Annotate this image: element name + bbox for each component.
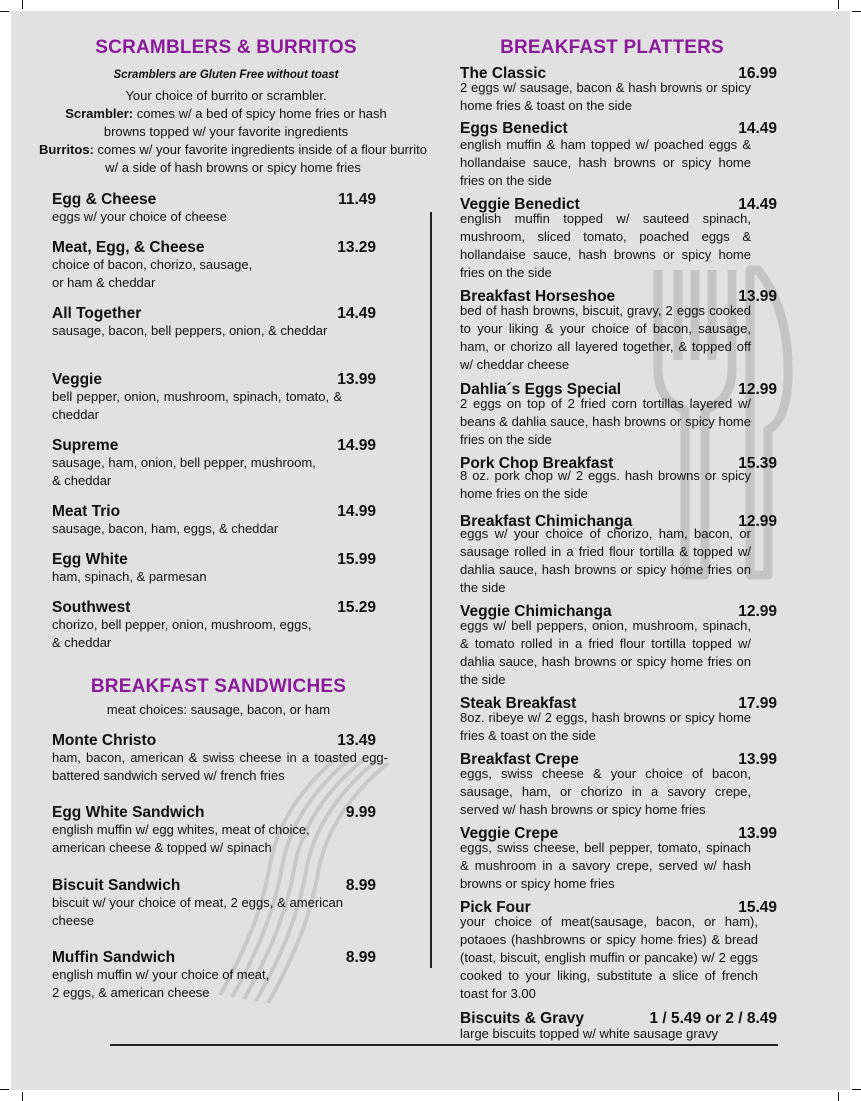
scrambler-label: Scrambler: xyxy=(65,106,134,121)
crop-mark xyxy=(22,0,23,9)
section-title-sandwiches: BREAKFAST SANDWICHES xyxy=(90,676,347,697)
item-name: Supreme xyxy=(52,437,119,454)
item-name: Egg & Cheese xyxy=(52,191,157,208)
item-description: ham, spinach, & parmesan xyxy=(52,569,207,584)
item-price: 17.99 xyxy=(738,695,777,712)
item-name: Egg White xyxy=(52,551,128,568)
item-price: 14.99 xyxy=(337,437,376,454)
item-description: eggs, swiss cheese & your choice of bacon, sausage, ham, or chorizo in a savory crepe, served w/ hash browns or spicy home fries xyxy=(460,766,751,817)
item-description: english muffin topped w/ sauteed spinach, mushroom, sliced tomato, poached eggs & hollandaise sauce, hash browns or spicy home fries on the side xyxy=(460,211,751,280)
item-name: Breakfast Horseshoe xyxy=(460,288,616,305)
section-title-platters: BREAKFAST PLATTERS xyxy=(500,37,724,58)
item-name: Breakfast Chimichanga xyxy=(460,513,633,530)
item-description: sausage, bacon, bell peppers, onion, & cheddar xyxy=(52,323,328,338)
crop-mark xyxy=(0,1089,9,1090)
item-price: 13.49 xyxy=(337,732,376,749)
gluten-free-note: Scramblers are Gluten Free without toast xyxy=(113,69,339,81)
item-price: 15.39 xyxy=(738,455,777,472)
item-price: 12.99 xyxy=(738,381,777,398)
item-price: 9.99 xyxy=(345,804,376,821)
item-name: Muffin Sandwich xyxy=(52,949,176,966)
item-description: eggs, swiss cheese, bell pepper, tomato, spinach & mushroom in a savory crepe, served w/ hash browns or spicy home fries xyxy=(460,840,751,891)
item-description: english muffin & ham topped w/ poached eggs & hollandaise sauce, hash browns or spicy home fries on the side xyxy=(460,137,751,188)
item-name: Biscuits & Gravy xyxy=(460,1010,585,1027)
item-price: 8.99 xyxy=(345,949,376,966)
item-price: 14.49 xyxy=(738,120,777,137)
item-name: Veggie Chimichanga xyxy=(460,603,612,620)
item-description: 8 oz. pork chop w/ 2 eggs. hash browns or spicy home fries on the side xyxy=(460,468,751,501)
scrambler-text: comes w/ a bed of spicy home fries or hash browns topped w/ your favorite ingredients xyxy=(103,106,387,139)
item-name: Meat, Egg, & Cheese xyxy=(52,239,205,256)
burritos-text: comes w/ your favorite ingredients inside of a flour burrito w/ a side of hash browns or spicy home fries xyxy=(93,142,427,175)
scrambler-description xyxy=(50,105,402,141)
item-description: 2 eggs w/ sausage, bacon & hash browns or spicy home fries & toast on the side xyxy=(460,80,751,113)
item-name: Dahlia´s Eggs Special xyxy=(460,381,622,398)
item-price: 14.99 xyxy=(337,503,376,520)
meat-choices-note: meat choices: sausage, bacon, or ham xyxy=(106,702,331,717)
item-description: biscuit w/ your choice of meat, 2 eggs, & american cheese xyxy=(52,895,343,928)
item-name: Breakfast Crepe xyxy=(460,751,579,768)
item-description: chorizo, bell pepper, onion, mushroom, eggs, & cheddar xyxy=(52,617,312,650)
burritos-label: Burritos: xyxy=(39,142,94,157)
item-description: english muffin w/ your choice of meat, 2 eggs, & american cheese xyxy=(52,967,270,1000)
crop-mark xyxy=(22,1092,23,1101)
item-name: Veggie Benedict xyxy=(460,196,580,213)
item-description: bed of hash browns, biscuit, gravy, 2 eggs cooked to your liking & your choice of bacon, sausage, ham, or chorizo all layered together, & topped off w/ cheddar cheese xyxy=(460,303,751,372)
item-description: ham, bacon, american & swiss cheese in a toasted egg-battered sandwich served w/ french fries xyxy=(52,750,388,783)
item-description: eggs w/ bell peppers, onion, mushroom, spinach, & tomato rolled in a fried flour tortilla topped w/ dahlia sauce, hash browns or spicy home fries on the side xyxy=(460,618,751,687)
item-name: Pick Four xyxy=(460,899,531,916)
crop-mark xyxy=(0,11,9,12)
item-name: Biscuit Sandwich xyxy=(52,877,181,894)
item-description: bell pepper, onion, mushroom, spinach, tomato, & cheddar xyxy=(52,389,342,422)
item-price: 14.49 xyxy=(738,196,777,213)
item-name: All Together xyxy=(52,305,142,322)
item-description: 8oz. ribeye w/ 2 eggs, hash browns or spicy home fries & toast on the side xyxy=(460,710,751,743)
item-description: eggs w/ your choice of cheese xyxy=(52,209,227,224)
item-price: 14.49 xyxy=(337,305,376,322)
item-price: 12.99 xyxy=(738,603,777,620)
item-name: Pork Chop Breakfast xyxy=(460,455,614,472)
item-name: Monte Christo xyxy=(52,732,157,749)
item-price: 12.99 xyxy=(738,513,777,530)
column-divider xyxy=(430,212,432,968)
item-price: 15.49 xyxy=(738,899,777,916)
item-description: english muffin w/ egg whites, meat of choice, american cheese & topped w/ spinach xyxy=(52,822,310,855)
item-price: 16.99 xyxy=(738,65,777,82)
item-price: 13.29 xyxy=(337,239,376,256)
item-description: sausage, bacon, ham, eggs, & cheddar xyxy=(52,521,279,536)
item-name: Egg White Sandwich xyxy=(52,804,205,821)
item-description: sausage, ham, onion, bell pepper, mushroom, & cheddar xyxy=(52,455,316,488)
item-description: eggs w/ your choice of chorizo, ham, bacon, or sausage rolled in a fried flour tortilla & topped w/ dahlia sauce, hash browns or spicy home fries on the side xyxy=(460,526,751,595)
bottom-rule xyxy=(110,1044,778,1046)
burritos-description xyxy=(38,141,428,177)
item-price: 8.99 xyxy=(345,877,376,894)
item-name: The Classic xyxy=(460,65,547,82)
item-price: 1 / 5.49 or 2 / 8.49 xyxy=(649,1010,777,1027)
item-price: 13.99 xyxy=(738,751,777,768)
item-description: 2 eggs on top of 2 fried corn tortillas layered w/ beans & dahlia sauce, hash browns or spicy home fries on the side xyxy=(460,396,751,447)
item-name: Veggie xyxy=(52,371,102,388)
item-name: Meat Trio xyxy=(52,503,121,520)
item-name: Eggs Benedict xyxy=(460,120,568,137)
item-price: 13.99 xyxy=(337,371,376,388)
item-price: 11.49 xyxy=(338,191,376,208)
item-name: Steak Breakfast xyxy=(460,695,577,712)
crop-mark xyxy=(838,1092,839,1101)
crop-mark xyxy=(852,11,861,12)
section-title-scramblers: SCRAMBLERS & BURRITOS xyxy=(95,37,357,58)
item-description: your choice of meat(sausage, bacon, or ham), potaoes (hashbrowns or spicy home fries) & bread (toast, biscuit, english muffin or pancake) w/ 2 eggs cooked to your liking, substitute a slice of french toast for 3.00 xyxy=(460,914,758,1001)
item-name: Southwest xyxy=(52,599,131,616)
crop-mark xyxy=(852,1089,861,1090)
item-price: 13.99 xyxy=(738,825,777,842)
crop-mark xyxy=(838,0,839,9)
item-price: 15.99 xyxy=(337,551,376,568)
item-price: 13.99 xyxy=(738,288,777,305)
item-description: choice of bacon, chorizo, sausage, or ham & cheddar xyxy=(52,257,253,290)
item-name: Veggie Crepe xyxy=(460,825,559,842)
scramblers-intro: Your choice of burrito or scrambler. xyxy=(125,88,327,103)
item-price: 15.29 xyxy=(337,599,376,616)
item-description: large biscuits topped w/ white sausage gravy xyxy=(460,1026,718,1041)
